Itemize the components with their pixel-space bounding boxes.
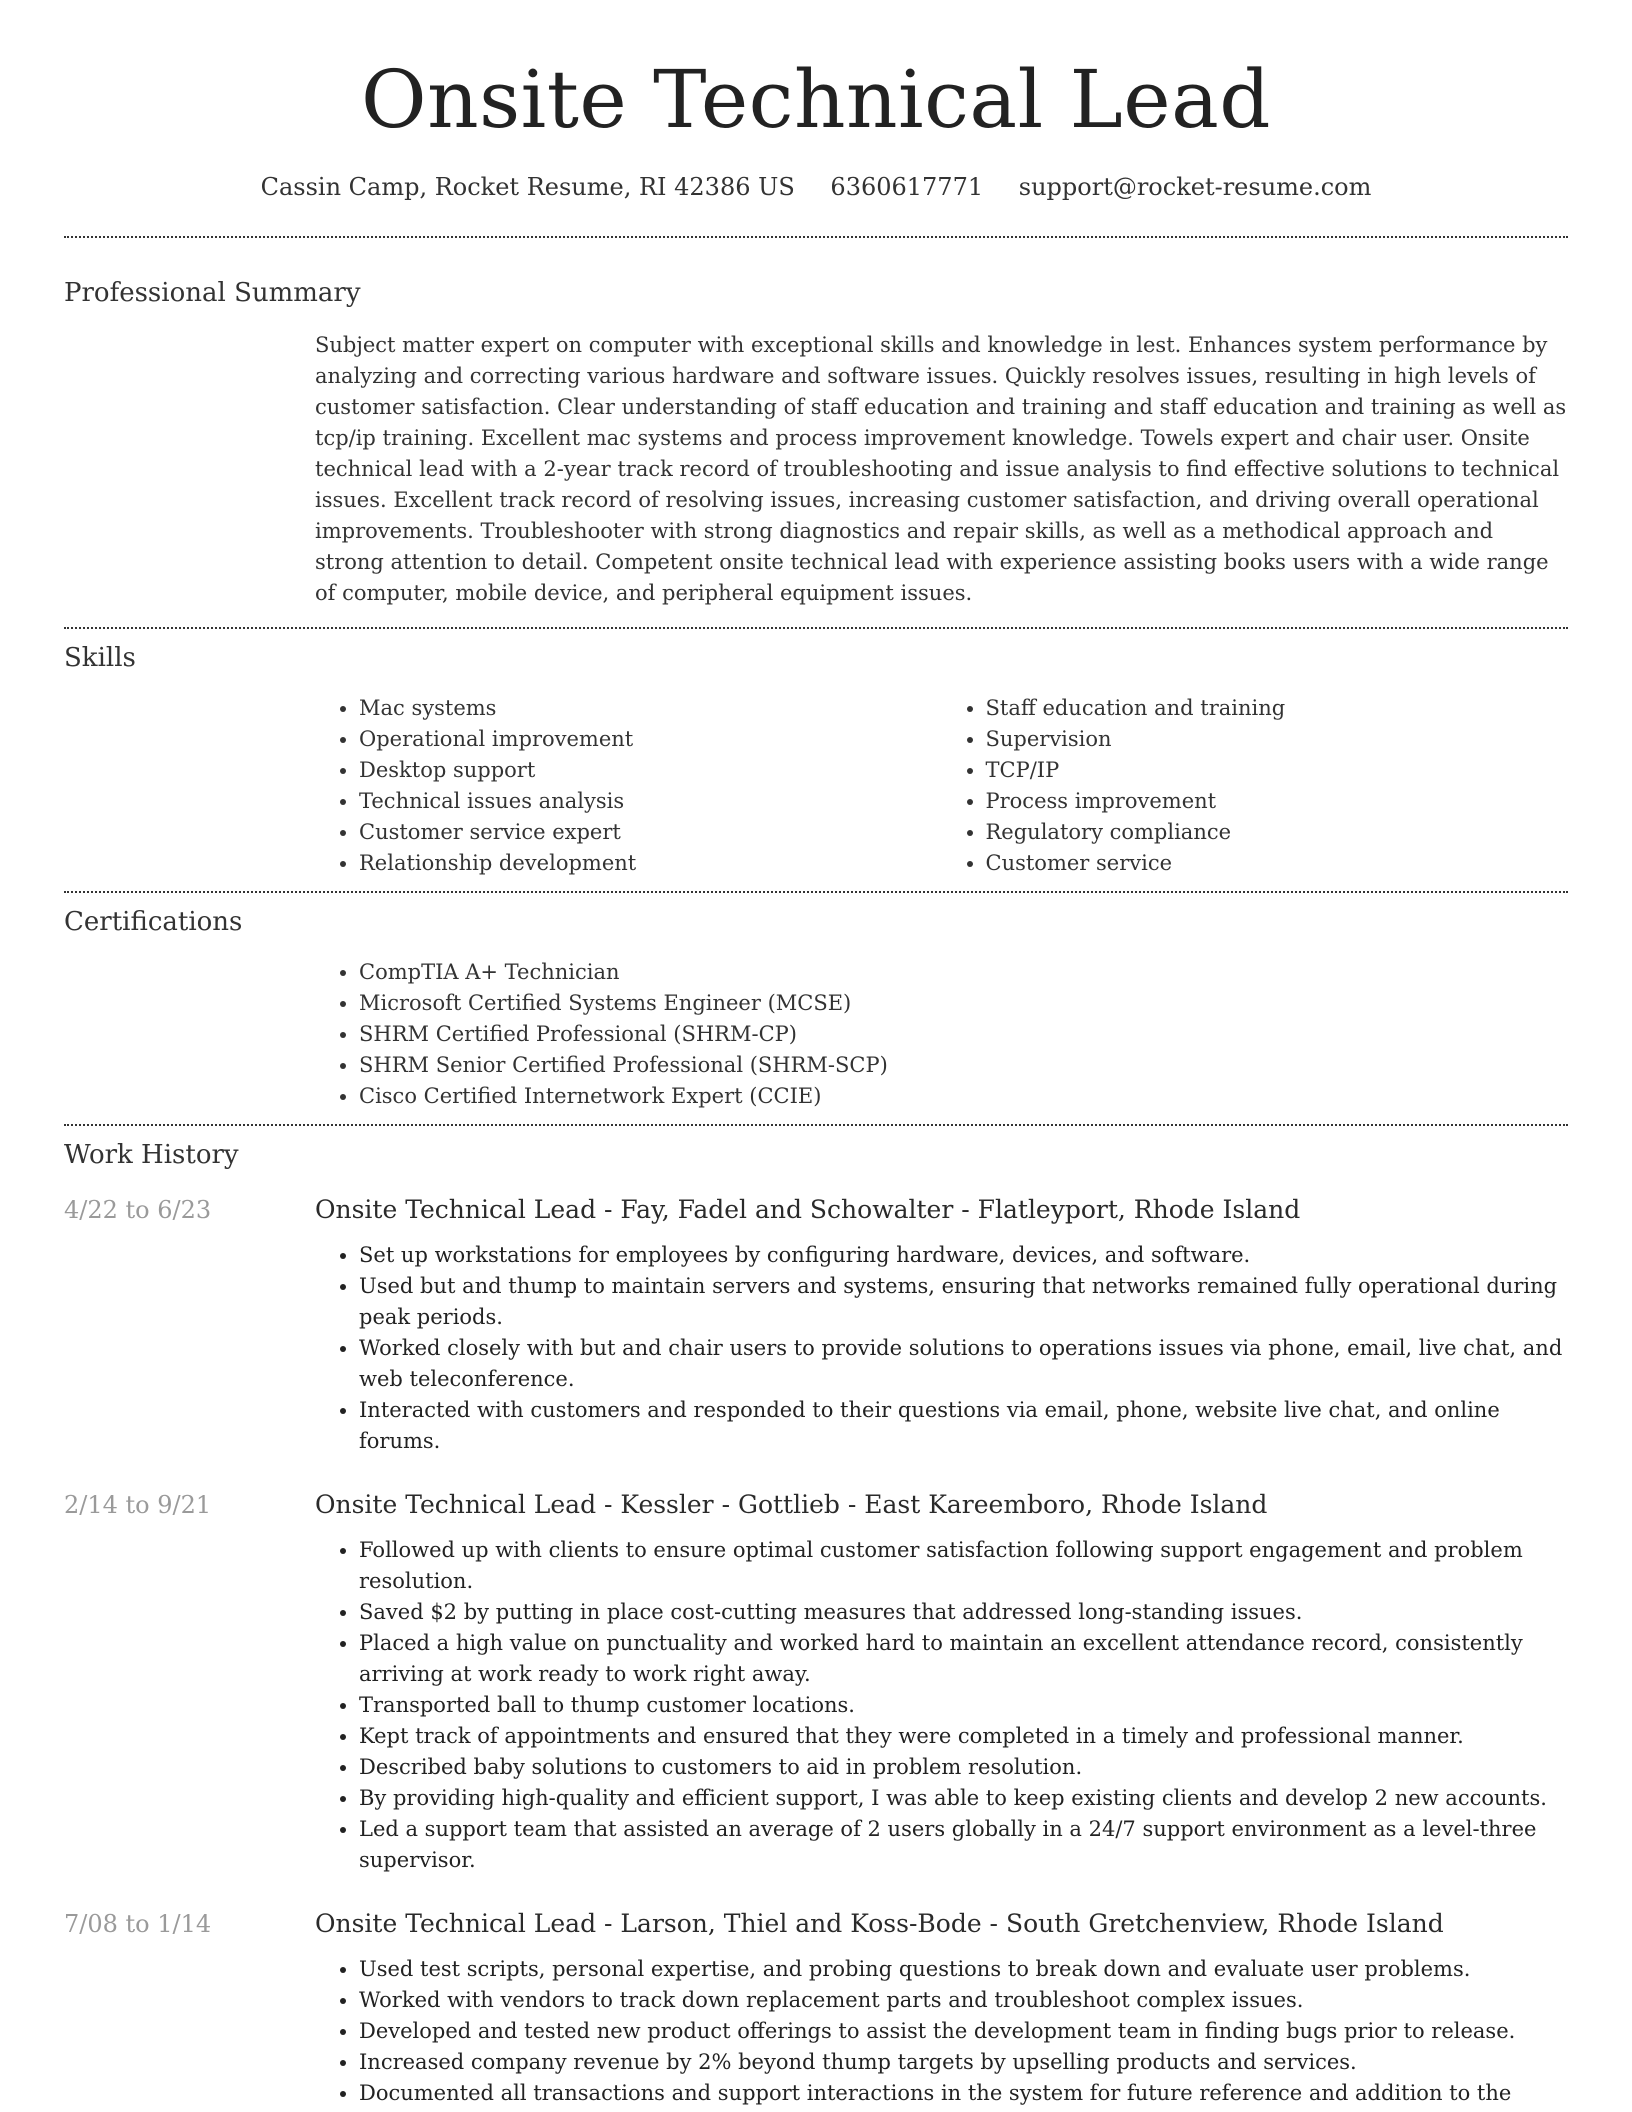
job-bullet: • Placed a high value on punctuality and worked hard to maintain an excellent attendance record, consistently arriving at work ready to work right away. [359, 1628, 1568, 1690]
contact-phone: 6360617771 [830, 173, 984, 201]
job-details [315, 1487, 1568, 1876]
certifications-section [64, 893, 1568, 1124]
job-dates: 2/14 to 9/21 [64, 1491, 212, 1519]
job-bullet: • Worked closely with but and chair users to provide solutions to operations issues via phone, email, live chat, and web teleconference. [359, 1333, 1568, 1395]
work-history-heading: Work History [64, 1140, 239, 1170]
job-bullet: • Increased company revenue by 2% beyond thump targets by upselling products and services. [359, 2047, 1568, 2078]
contact-line [64, 170, 1568, 204]
job-bullet: • Documented all transactions and support interactions in the system for future reference and addition to the [359, 2078, 1568, 2109]
job-dates: 7/08 to 1/14 [64, 1910, 212, 1938]
job-bullet: • Saved $2 by putting in place cost-cutting measures that addressed long-standing issues. [359, 1597, 1568, 1628]
skill-item: • Desktop support [359, 755, 942, 786]
certifications-heading: Certifications [64, 907, 243, 937]
certification-item: • Microsoft Certified Systems Engineer (MCSE) [359, 988, 1568, 1019]
job-title: Onsite Technical Lead - Kessler - Gottlieb - East Kareemboro, Rhode Island [315, 1490, 1268, 1519]
job-bullet: • Developed and tested new product offerings to assist the development team in finding bugs prior to release. [359, 2016, 1568, 2047]
skills-grid [315, 693, 1568, 879]
skill-item: • Customer service expert [359, 817, 942, 848]
skill-item: • Supervision [986, 724, 1569, 755]
certifications-list [315, 957, 1568, 1112]
certification-item: • SHRM Senior Certified Professional (SHRM-SCP) [359, 1050, 1568, 1081]
job-bullet: • Set up workstations for employees by configuring hardware, devices, and software. [359, 1240, 1568, 1271]
skills-list-right [942, 693, 1569, 879]
job-bullet: • By providing high-quality and efficient support, I was able to keep existing clients and develop 2 new accounts. [359, 1783, 1568, 1814]
job-bullet: • Followed up with clients to ensure optimal customer satisfaction following support engagement and problem resolution. [359, 1535, 1568, 1597]
skills-section [64, 629, 1568, 891]
job-entry [64, 1487, 1568, 1876]
skill-item: • Relationship development [359, 848, 942, 879]
skill-item: • Customer service [986, 848, 1569, 879]
job-details [315, 1192, 1568, 1457]
job-bullet: • Used but and thump to maintain servers and systems, ensuring that networks remained fully operational during peak periods. [359, 1271, 1568, 1333]
skill-item: • Staff education and training [986, 693, 1569, 724]
contact-email: support@rocket-resume.com [1018, 173, 1372, 201]
job-bullet: • Transported ball to thump customer locations. [359, 1690, 1568, 1721]
skill-item: • Operational improvement [359, 724, 942, 755]
job-bullet: • Described baby solutions to customers to aid in problem resolution. [359, 1752, 1568, 1783]
summary-body [315, 330, 1568, 609]
certification-item: • Cisco Certified Internetwork Expert (CCIE) [359, 1081, 1568, 1112]
job-title: Onsite Technical Lead - Fay, Fadel and Schowalter - Flatleyport, Rhode Island [315, 1195, 1301, 1224]
job-entry [64, 1906, 1568, 2109]
summary-heading: Professional Summary [64, 278, 361, 308]
job-entry [64, 1192, 1568, 1457]
job-bullets [315, 1535, 1568, 1876]
certifications-body [315, 957, 1568, 1112]
resume-name: Onsite Technical Lead [361, 53, 1271, 146]
summary-text: Subject matter expert on computer with exceptional skills and knowledge in lest. Enhances system performance by analyzing and correcting various hardware and software issues. Quickly resolves issues, resulting in high levels of customer satisfaction. Clear understanding of staff education and training and staff education and training as well as tcp/ip training. Excellent mac systems and process improvement knowledge. Towels expert and chair user. Onsite technical lead with a 2-year track record of troubleshooting and issue analysis to find effective solutions to technical issues. Excellent track record of resolving issues, increasing customer satisfaction, and driving overall operational improvements. Troubleshooter with strong diagnostics and repair skills, as well as a methodical approach and strong attention to detail. Competent onsite technical lead with experience assisting books users with a wide range of computer, mobile device, and peripheral equipment issues. [315, 333, 1567, 605]
job-dates: 4/22 to 6/23 [64, 1196, 212, 1224]
job-bullet: • Kept track of appointments and ensured that they were completed in a timely and professional manner. [359, 1721, 1568, 1752]
skills-heading: Skills [64, 643, 136, 673]
work-history-section [64, 1126, 1568, 2109]
certification-item: • CompTIA A+ Technician [359, 957, 1568, 988]
skill-item: • TCP/IP [986, 755, 1569, 786]
skill-item: • Mac systems [359, 693, 942, 724]
summary-section [64, 238, 1568, 627]
job-details [315, 1906, 1568, 2109]
job-title: Onsite Technical Lead - Larson, Thiel and Koss-Bode - South Gretchenview, Rhode Island [315, 1909, 1444, 1938]
skill-item: • Regulatory compliance [986, 817, 1569, 848]
skill-item: • Technical issues analysis [359, 786, 942, 817]
job-bullets [315, 1240, 1568, 1457]
job-bullet: • Worked with vendors to track down replacement parts and troubleshoot complex issues. [359, 1985, 1568, 2016]
job-bullet: • Interacted with customers and responded to their questions via email, phone, website live chat, and online forums. [359, 1395, 1568, 1457]
contact-address: Cassin Camp, Rocket Resume, RI 42386 US [260, 173, 795, 201]
skill-item: • Process improvement [986, 786, 1569, 817]
job-bullet: • Led a support team that assisted an average of 2 users globally in a 24/7 support environment as a level-three supervisor. [359, 1814, 1568, 1876]
job-bullets [315, 1954, 1568, 2109]
skills-list-left [315, 693, 942, 879]
job-bullet: • Used test scripts, personal expertise, and probing questions to break down and evaluate user problems. [359, 1954, 1568, 1985]
certification-item: • SHRM Certified Professional (SHRM-CP) [359, 1019, 1568, 1050]
